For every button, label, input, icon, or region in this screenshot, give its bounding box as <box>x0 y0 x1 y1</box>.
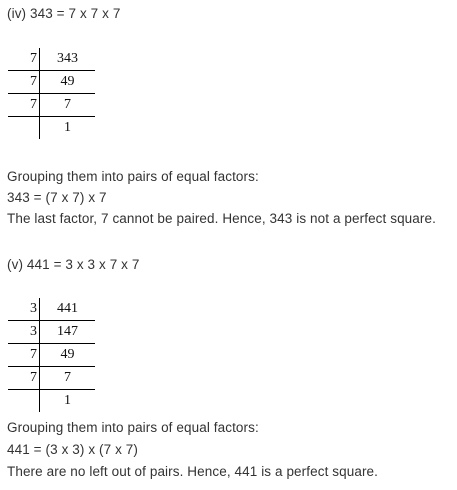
divisor-cell <box>8 390 40 413</box>
division-row <box>8 367 95 390</box>
divisor-cell: 7 <box>8 94 40 117</box>
division-row <box>8 48 95 71</box>
part-v-grouping-text: Grouping them into pairs of equal factors: <box>7 420 259 435</box>
divisor-cell: 3 <box>8 321 40 344</box>
part-iv-conclusion: The last factor, 7 cannot be paired. Hence, 343 is not a perfect square. <box>7 211 436 226</box>
quotient-cell: 49 <box>40 71 96 94</box>
division-row <box>8 71 95 94</box>
divisor-cell: 7 <box>8 367 40 390</box>
part-v-equation: 441 = (3 x 3) x (7 x 7) <box>7 442 138 457</box>
part-v-conclusion: There are no left out of pairs. Hence, 441 is a perfect square. <box>7 464 379 479</box>
quotient-cell: 49 <box>40 344 96 367</box>
quotient-cell: 1 <box>64 120 71 135</box>
quotient-cell: 1 <box>64 393 71 408</box>
division-row <box>8 117 95 140</box>
divisor-cell: 7 <box>8 48 40 71</box>
quotient-cell: 441 <box>40 298 96 321</box>
division-row <box>8 344 95 367</box>
quotient-cell: 147 <box>40 321 96 344</box>
division-row <box>8 321 95 344</box>
division-row <box>8 94 95 117</box>
divisor-cell: 7 <box>8 71 40 94</box>
part-v-heading: (v) 441 = 3 x 3 x 7 x 7 <box>7 257 140 272</box>
part-iv-equation: 343 = (7 x 7) x 7 <box>7 190 107 205</box>
division-row <box>8 298 95 321</box>
part-iv-grouping-text: Grouping them into pairs of equal factors: <box>7 169 259 184</box>
part-iv-heading: (iv) 343 = 7 x 7 x 7 <box>7 6 121 21</box>
quotient-cell: 7 <box>40 94 96 117</box>
divisor-cell <box>8 117 40 140</box>
quotient-cell: 7 <box>40 367 96 390</box>
division-row <box>8 390 95 413</box>
divisor-cell: 3 <box>8 298 40 321</box>
division-table-441 <box>8 298 95 412</box>
quotient-cell: 343 <box>40 48 96 71</box>
division-table-343 <box>8 48 95 139</box>
divisor-cell: 7 <box>8 344 40 367</box>
